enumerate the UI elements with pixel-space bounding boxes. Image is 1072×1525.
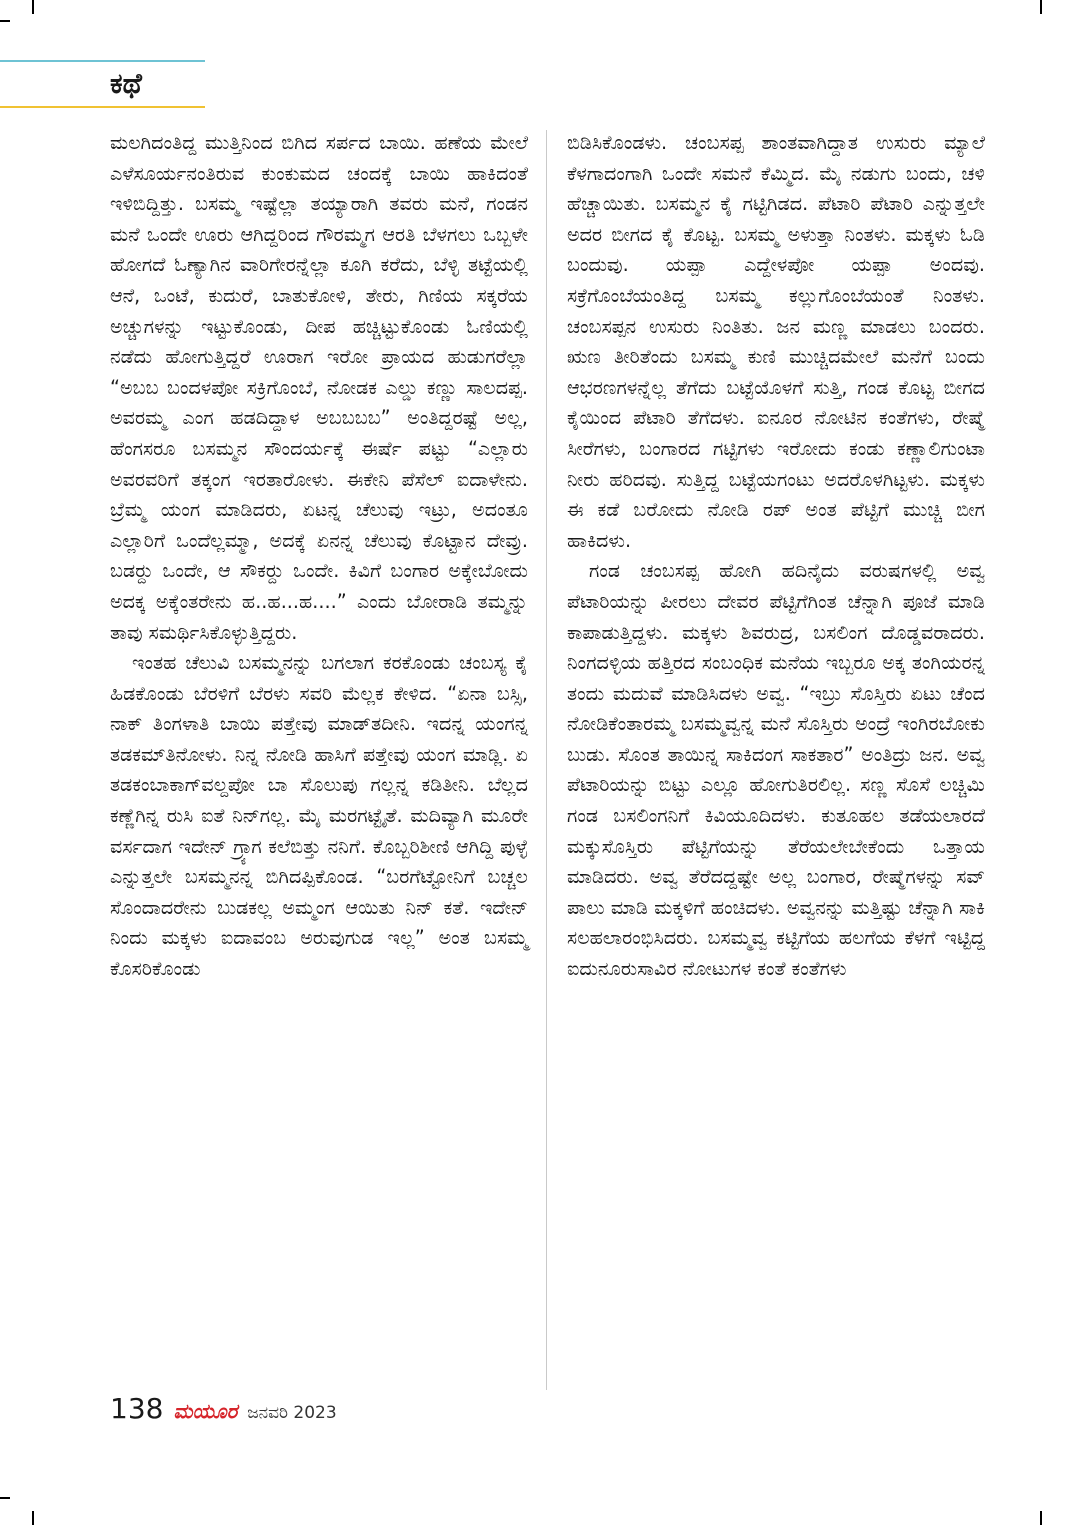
page-footer — [110, 1392, 337, 1426]
paragraph: ಮಲಗಿದಂತಿದ್ದ ಮುತ್ತಿನಿಂದ ಬಿಗಿದ ಸರ್ಪದ ಬಾಯಿ. ಹಣೆಯ ಮೇಲೆ ಎಳೆಸೂರ್ಯನಂತಿರುವ ಕುಂಕುಮದ ಚಂದಕ್ಕೆ ಬಾಯಿ ಹಾಕಿದಂತೆ ಇಳಿಬಿದ್ದಿತ್ತು. ಬಸಮ್ಮ ಇಷ್ಟೆಲ್ಲಾ ತಯ್ಯಾರಾಗಿ ತವರು ಮನೆ, ಗಂಡನ ಮನೆ ಒಂದೇ ಊರು ಆಗಿದ್ದರಿಂದ ಗೌರಮ್ಮಗ ಆರತಿ ಬೆಳಗಲು ಒಬ್ಬಳೇ ಹೋಗದೆ ಓಣ್ಯಾಗಿನ ವಾರಿಗೇರನ್ನೆಲ್ಲಾ ಕೂಗಿ ಕರೆದು, ಬೆಳ್ಳಿ ತಟ್ಟೆಯಲ್ಲಿ ಆನೆ, ಒಂಟೆ, ಕುದುರೆ, ಬಾತುಕೋಳಿ, ತೇರು, ಗಿಣಿಯ ಸಕ್ಕರೆಯ ಅಚ್ಚುಗಳನ್ನು ಇಟ್ಟುಕೊಂಡು, ದೀಪ ಹಚ್ಚಿಟ್ಟುಕೊಂಡು ಓಣಿಯಲ್ಲಿ ನಡೆದು ಹೋಗುತ್ತಿದ್ದರೆ ಊರಾಗ ಇರೋ ಪ್ರಾಯದ ಹುಡುಗರೆಲ್ಲಾ “ಅಬಬ ಬಂದಳಪೋ ಸಕ್ರಿಗೊಂಬೆ, ನೋಡಕ ಎಲ್ಡು ಕಣ್ಣು ಸಾಲದಪ್ಪ. ಅವರಮ್ಮ ಎಂಗ ಹಡದಿದ್ದಾಳ ಅಬಬಬಬ” ಅಂತಿದ್ದರಷ್ಟೆ ಅಲ್ಲ, ಹೆಂಗಸರೂ ಬಸಮ್ಮನ ಸೌಂದರ್ಯಕ್ಕೆ ಈರ್ಷೆ ಪಟ್ಟು “ಎಲ್ಲಾರು ಅವರವರಿಗೆ ತಕ್ಕಂಗ ಇರತಾರೋಳು. ಈಕೇನಿ ಪೆಸೆಲ್ ಐದಾಳೇನು. ಬ್ರೆಮ್ಮ ಯಂಗ ಮಾಡಿದರು, ಏಟನ್ನ ಚೆಲುವು ಇಟ್ರು, ಅದಂತೂ ಎಲ್ಲಾರಿಗೆ ಒಂದೆಲ್ಲಮ್ಮಾ, ಅದಕ್ಕೆ ಏನನ್ನ ಚೆಲುವು ಕೊಟ್ಟಾನ ದೇವ್ರು. ಬಡರ‍್ದು ಒಂದೇ, ಆ ಸೌಕರ‍್ದು ಒಂದೇ. ಕಿವಿಗೆ ಬಂಗಾರ ಅಕ್ಕೇಬೋದು ಅದಕ್ಕ ಅಕ್ಕೆಂತರೇನು ಹ..ಹ...ಹ....” ಎಂದು ಬೋರಾಡಿ ತಮ್ಮನ್ನು ತಾವು ಸಮರ್ಥಿಸಿಕೊಳ್ಳುತ್ತಿದ್ದರು. — [110, 131, 528, 644]
crop-mark — [32, 1511, 34, 1525]
paragraph: ಇಂತಹ ಚೆಲುವಿ ಬಸಮ್ಮನನ್ನು ಬಗಲಾಗ ಕರಕೊಂಡು ಚಂಬಸ್ಯ ಕೈ ಹಿಡಕೊಂಡು ಬೆರಳಿಗೆ ಬೆರಳು ಸವರಿ ಮೆಲ್ಲಕ ಕೇಳಿದ. “ಏನಾ ಬಸ್ಸಿ, ನಾಕ್ ತಿಂಗಳಾತಿ ಬಾಯಿ ಪತ್ತೇವು ಮಾಡ್‌ತದೀನಿ. ಇದನ್ನ ಯಂಗನ್ನ ತಡಕಮ್‌ತಿನೋಳು. ನಿನ್ನ ನೋಡಿ ಹಾಸಿಗೆ ಪತ್ತೇವು ಯಂಗ ಮಾಡ್ಲಿ. ಏ ತಡಕಂಬಾಕಾಗ್‌ವಲ್ದಪೋ ಬಾ ಸೊಲುಪು ಗಲ್ಲನ್ನ ಕಡಿತೀನಿ. ಬೆಲ್ಲದ ಕಣ್ಣೆಗಿನ್ನ ರುಸಿ ಐತೆ ನಿನ್‌ಗಲ್ಲ. ಮೈ ಮರಗಟ್ಟೈತೆ. ಮದಿವ್ಯಾಗಿ ಮೂರೇ ವರ್ಸದಾಗ ಇದೇನ್ ಗ್ರ್ಯಾಗ ಕಲೆಬಿತ್ತು ನನಿಗೆ. ಕೊಬ್ಬರಿಶೀಣಿ ಆಗಿದ್ದಿ ಪುಳ್ಳೆ ಎನ್ನುತ್ತಲೇ ಬಸಮ್ಮನನ್ನ ಬಿಗಿದಪ್ಪಿಕೊಂಡ. “ಬರಗೆಟ್ಟೋನಿಗೆ ಬಚ್ಚಲ ಸೊಂದಾದರೇನು ಬುಡಕಲ್ಲ ಅಮ್ಮಂಗ ಆಯಿತು ನಿನ್ ಕತೆ. ಇದೇನ್ ನಿಂದು ಮಕ್ಕಳು ಐದಾವಂಬ ಅರುವುಗುಡ ಇಲ್ಲ” ಅಂತ ಬಸಮ್ಮ ಕೊಸರಿಕೊಂಡು — [110, 651, 528, 981]
paragraph: ಬಿಡಿಸಿಕೊಂಡಳು. ಚಂಬಸಪ್ಪ ಶಾಂತವಾಗಿದ್ದಾತ ಉಸುರು ಮ್ಯಾಲೆ ಕೆಳಗಾದಂಗಾಗಿ ಒಂದೇ ಸಮನೆ ಕೆಮ್ಮಿದ. ಮೈ ನಡುಗು ಬಂದು, ಚಳಿ ಹೆಚ್ಚಾಯಿತು. ಬಸಮ್ಮನ ಕೈ ಗಟ್ಟಿಗಿಡದ. ಪೆಟಾರಿ ಪೆಟಾರಿ ಎನ್ನುತ್ತಲೇ ಅದರ ಬೀಗದ ಕೈ ಕೊಟ್ಟ. ಬಸಮ್ಮ ಅಳುತ್ತಾ ನಿಂತಳು. ಮಕ್ಕಳು ಓಡಿ ಬಂದುವು. ಯಪ್ಪಾ ಎದ್ದೇಳಪೋ ಯಪ್ಪಾ ಅಂದವು. ಸಕ್ರೆಗೊಂಬೆಯಂತಿದ್ದ ಬಸಮ್ಮ ಕಲ್ಲುಗೊಂಬೆಯಂತೆ ನಿಂತಳು. ಚಂಬಸಪ್ಪನ ಉಸುರು ನಿಂತಿತು. ಜನ ಮಣ್ಣ ಮಾಡಲು ಬಂದರು. ಋಣ ತೀರಿತೆಂದು ಬಸಮ್ಮ ಕುಣಿ ಮುಚ್ಚಿದಮೇಲೆ ಮನೆಗೆ ಬಂದು ಆಭರಣಗಳನ್ನೆಲ್ಲ ತೆಗೆದು ಬಟ್ಟೆಯೊಳಗೆ ಸುತ್ತಿ, ಗಂಡ ಕೊಟ್ಟ ಬೀಗದ ಕೈಯಿಂದ ಪೆಟಾರಿ ತೆಗೆದಳು. ಐನೂರ ನೋಟಿನ ಕಂತೆಗಳು, ರೇಷ್ಮೆ ಸೀರೆಗಳು, ಬಂಗಾರದ ಗಟ್ಟಿಗಳು ಇರೋದು ಕಂಡು ಕಣ್ಣಾಲಿಗುಂಟಾ ನೀರು ಹರಿದವು. ಸುತ್ತಿದ್ದ ಬಟ್ಟೆಯಗಂಟು ಅದರೊಳಗಿಟ್ಟಳು. ಮಕ್ಕಳು ಈ ಕಡೆ ಬರೋದು ನೋಡಿ ರಪ್ ಅಂತ ಪೆಟ್ಟಿಗೆ ಮುಚ್ಚಿ ಬೀಗ ಹಾಕಿದಳು. — [567, 131, 985, 552]
crop-mark — [32, 0, 34, 14]
magazine-logo: ಮಯೂರ — [173, 1399, 238, 1423]
right-column — [567, 128, 985, 985]
section-label: ಕಥೆ — [110, 67, 142, 100]
paragraph: ಗಂಡ ಚಂಬಸಪ್ಪ ಹೋಗಿ ಹದಿನೈದು ವರುಷಗಳಲ್ಲಿ ಅವ್ವ ಪೆಟಾರಿಯನ್ನು ಪೀರಲು ದೇವರ ಪೆಟ್ಟಿಗೆಗಿಂತ ಚೆನ್ನಾಗಿ ಪೂಜೆ ಮಾಡಿ ಕಾಪಾಡುತ್ತಿದ್ದಳು. ಮಕ್ಕಳು ಶಿವರುದ್ರ, ಬಸಲಿಂಗ ದೊಡ್ಡವರಾದರು. ನಿಂಗದಳ್ಳಿಯ ಹತ್ತಿರದ ಸಂಬಂಧಿಕ ಮನೆಯ ಇಬ್ಬರೂ ಅಕ್ಕ ತಂಗಿಯರನ್ನ ತಂದು ಮದುವೆ ಮಾಡಿಸಿದಳು ಅವ್ವ. “ಇಬ್ರು ಸೊಸ್ತಿರು ಏಟು ಚೆಂದ ನೋಡಿಕೆಂತಾರಮ್ಮ ಬಸಮ್ಮವ್ವನ್ನ ಮನೆ ಸೊಸ್ತಿರು ಅಂದ್ರೆ ಇಂಗಿರಬೋಕು ಬುಡು. ಸೊಂತ ತಾಯಿನ್ನ ಸಾಕಿದಂಗ ಸಾಕತಾರ” ಅಂತಿದ್ರು ಜನ. ಅವ್ವ ಪೆಟಾರಿಯನ್ನು ಬಿಟ್ಟು ಎಲ್ಲೂ ಹೋಗುತಿರಲಿಲ್ಲ. ಸಣ್ಣ ಸೊಸೆ ಲಚ್ಚಿಮಿ ಗಂಡ ಬಸಲಿಂಗನಿಗೆ ಕಿವಿಯೂದಿದಳು. ಕುತೂಹಲ ತಡೆಯಲಾರದೆ ಮಕ್ಕುಸೊಸ್ತಿರು ಪೆಟ್ಟಿಗೆಯನ್ನು ತೆರೆಯಲೇಬೇಕೆಂದು ಒತ್ತಾಯ ಮಾಡಿದರು. ಅವ್ವ ತೆರೆದದ್ದಷ್ಟೇ ಅಲ್ಲ ಬಂಗಾರ, ರೇಷ್ಮೆಗಳನ್ನು ಸವ್ ಪಾಲು ಮಾಡಿ ಮಕ್ಕಳಿಗೆ ಹಂಚಿದಳು. ಅವ್ವನನ್ನು ಮತ್ತಿಷ್ಟು ಚೆನ್ನಾಗಿ ಸಾಕಿ ಸಲಹಲಾರಂಭಿಸಿದರು. ಬಸಮ್ಮವ್ವ ಕಟ್ಟಿಗೆಯ ಹಲಗೆಯ ಕೆಳಗೆ ಇಟ್ಟಿದ್ದ ಐದುನೂರುಸಾವಿರ ನೋಟುಗಳ ಕಂತೆ ಕಂತೆಗಳು — [567, 559, 985, 981]
column-divider — [546, 130, 547, 1390]
header-rule-top — [0, 60, 205, 62]
header-rule-bottom — [0, 106, 205, 108]
left-column — [110, 128, 528, 985]
crop-mark — [1040, 1511, 1042, 1525]
crop-mark — [0, 20, 10, 22]
issue-date: ಜನವರಿ 2023 — [247, 1403, 337, 1423]
crop-mark — [0, 1497, 10, 1499]
page-number: 138 — [110, 1392, 164, 1425]
crop-mark — [1040, 0, 1042, 14]
